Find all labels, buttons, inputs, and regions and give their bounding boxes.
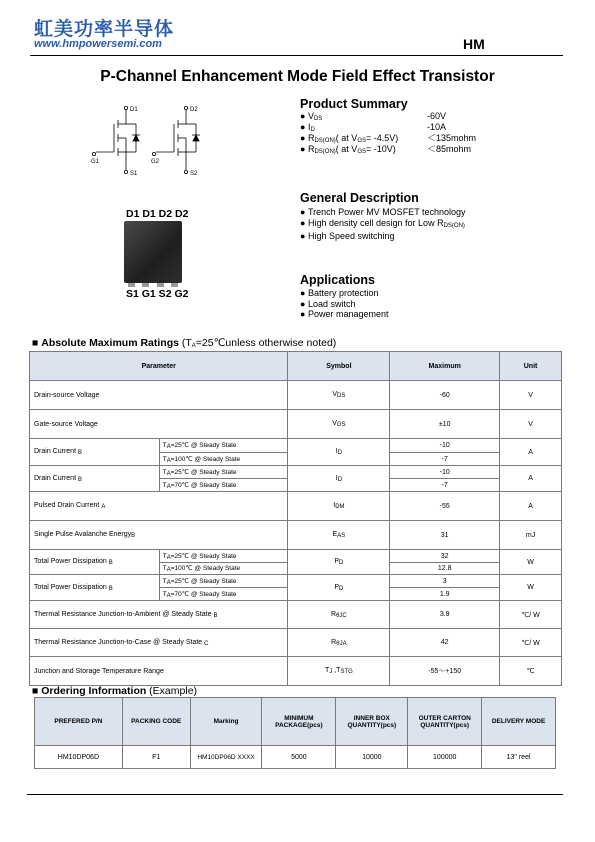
general-description-list (300, 207, 466, 242)
summary-row-vds: ● VDS -60V (300, 111, 447, 122)
table-row: TA=70℃ @ Steady State 1.9 (30, 588, 562, 601)
table-row: HM10DP06D F1 HM10DP06D XXXX 5000 10000 100000 13" reel (35, 746, 556, 769)
col-header-unit: Unit (500, 352, 562, 381)
absolute-maximum-ratings-table (29, 351, 562, 686)
table-row: TA=70℃ @ Steady State -7 (30, 479, 562, 492)
header-model: HM (463, 36, 485, 52)
footer-divider (27, 794, 563, 795)
col-header-delivery-mode: DELIVERY MODE (482, 698, 556, 746)
table-header-row (35, 698, 556, 746)
list-item: ● High density cell design for Low RDS(ON) (300, 217, 465, 229)
dual-mosfet-schematic (88, 102, 218, 182)
applications-heading: Applications (300, 273, 376, 287)
table-header-row (30, 352, 562, 381)
company-logo-chinese: 虹美功率半导体 (34, 18, 175, 40)
col-header-parameter: Parameter (30, 352, 288, 381)
list-item: ● Trench Power MV MOSFET technology (300, 207, 466, 217)
summary-row-id: ● ID -10A (300, 122, 447, 133)
package-top-pins: D1 D1 D2 D2 (126, 208, 189, 220)
col-header-maximum: Maximum (390, 352, 500, 381)
list-item: ● Battery protection (300, 288, 379, 298)
table-row: Thermal Resistance Junction-to-Ambient @ Steady State $^B$ RθJC 3.9 ℃/ W (30, 601, 562, 629)
product-summary-heading: Product Summary (300, 97, 408, 111)
table-row: Drain Current $^B$ TA=25℃ @ Steady State ID -10 A (30, 466, 562, 479)
list-item: ● High Speed switching (300, 231, 395, 241)
pin-label-d2: D2 (190, 107, 198, 113)
table-row: TA=100℃ @ Steady State -7 (30, 453, 562, 466)
table-row: TA=100℃ @ Steady State 12.8 (30, 563, 562, 575)
mosfet-q2-symbol (152, 106, 200, 173)
table-row: Total Power Dissipation $^B$ TA=25℃ @ Steady State PD 32 W (30, 550, 562, 563)
pin-label-g2: G2 (151, 159, 160, 165)
summary-row-rdson-45: ● RDS(ON)( at VGS= -4.5V) ＜135mohm (300, 133, 477, 144)
col-header-symbol: Symbol (288, 352, 390, 381)
package-image (124, 221, 182, 283)
col-header-inner-box: INNER BOX QUANTITY(pcs) (336, 698, 408, 746)
col-header-marking: Marking (190, 698, 262, 746)
mosfet-q1-symbol (92, 106, 140, 173)
company-url[interactable]: www.hmpowersemi.com (34, 38, 162, 50)
table-row: Pulsed Drain Current $^A$ IDM -55 A (30, 492, 562, 521)
col-header-pn: PREFERED P/N (35, 698, 123, 746)
ordering-information-table (34, 697, 556, 769)
general-description-heading: General Description (300, 191, 419, 205)
table-row: Drain-source Voltage VDS -60 V (30, 381, 562, 410)
header-divider (30, 55, 563, 56)
pin-label-s2: S2 (190, 171, 198, 177)
pin-label-s1: S1 (130, 171, 138, 177)
table-row: Single Pulse Avalanche Energy$^B$ EAS 31 mJ (30, 521, 562, 550)
col-header-outer-carton: OUTER CARTON QUANTITY(pcs) (408, 698, 482, 746)
list-item: ● Power management (300, 309, 389, 319)
pin-label-d1: D1 (130, 107, 138, 113)
table-row: Total Power Dissipation $^B$ TA=25℃ @ Steady State PD 3 W (30, 575, 562, 588)
amr-heading: ■ Absolute Maximum Ratings (TA=25℃unless otherwise noted) (32, 337, 337, 349)
product-summary-list (300, 111, 510, 155)
table-row: Drain Current $^B$ TA=25℃ @ Steady State ID -10 A (30, 439, 562, 453)
ordering-heading: ■ Ordering Information (Example) (32, 685, 198, 697)
table-row: Junction and Storage Temperature Range TJ ,TSTG -55～+150 ℃ (30, 657, 562, 686)
table-row: Thermal Resistance Junction-to-Case @ Steady State $^C$ RθJA 42 ℃/ W (30, 629, 562, 657)
col-header-min-package: MINIMUM PACKAGE(pcs) (262, 698, 336, 746)
package-bottom-pins: S1 G1 S2 G2 (126, 288, 189, 300)
table-row: Gate-source Voltage VGS ±10 V (30, 410, 562, 439)
applications-list (300, 288, 389, 320)
list-item: ● Load switch (300, 298, 356, 309)
pin-label-g1: G1 (91, 159, 100, 165)
col-header-packing-code: PACKING CODE (122, 698, 190, 746)
page-title: P-Channel Enhancement Mode Field Effect Transistor (100, 68, 495, 85)
summary-row-rdson-10: ● RDS(ON)( at VGS= -10V) ＜85mohm (300, 144, 472, 155)
